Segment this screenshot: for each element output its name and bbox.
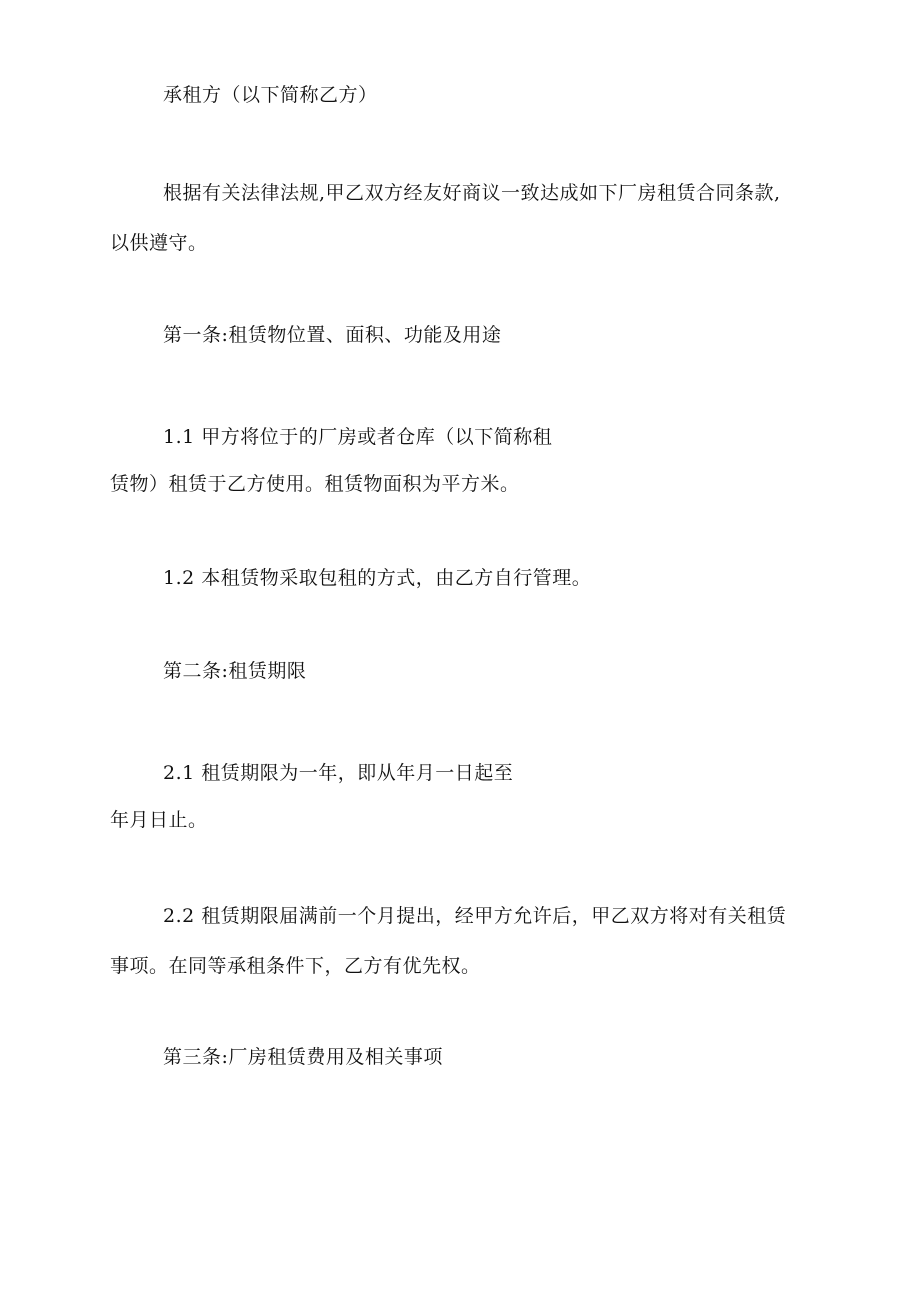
clause-1-1-line-2: 赁物）租赁于乙方使用。租赁物面积为平方米。 <box>110 473 520 495</box>
lessee-heading: 承租方（以下简称乙方） <box>163 84 378 106</box>
intro-line-1: 根据有关法律法规,甲乙双方经友好商议一致达成如下厂房租赁合同条款, <box>163 182 781 204</box>
clause-2-2-line-1: 2.2 租赁期限届满前一个月提出，经甲方允许后，甲乙双方将对有关租赁 <box>163 905 787 927</box>
clause-2-2-line-2: 事项。在同等承租条件下，乙方有优先权。 <box>110 955 481 977</box>
clause-2-1-line-2: 年月日止。 <box>110 809 208 831</box>
intro-line-2: 以供遵守。 <box>110 232 208 254</box>
article-1-title: 第一条:租赁物位置、面积、功能及用途 <box>163 324 502 346</box>
article-2-title: 第二条:租赁期限 <box>163 660 307 682</box>
clause-1-1-line-1: 1.1 甲方将位于的厂房或者仓库（以下简称租 <box>163 426 553 448</box>
clause-2-1-line-1: 2.1 租赁期限为一年，即从年月一日起至 <box>163 762 514 784</box>
article-3-title: 第三条:厂房租赁费用及相关事项 <box>163 1046 443 1068</box>
clause-1-2: 1.2 本租赁物采取包租的方式，由乙方自行管理。 <box>163 567 592 589</box>
